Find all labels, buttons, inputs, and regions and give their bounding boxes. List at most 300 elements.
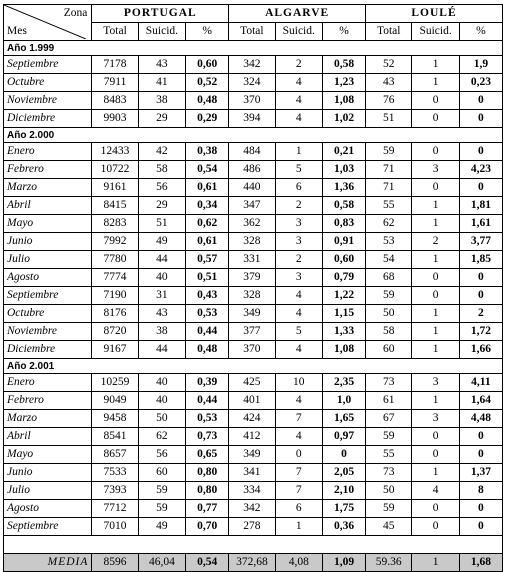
month-cell: Enero [4,374,92,392]
algarve-total-cell: 424 [229,410,275,428]
algarve-percent-cell: 1,0 [322,392,365,410]
loule-percent-cell: 0 [459,92,502,110]
loule-total-cell: 45 [366,518,412,536]
loule-total-cell: 52 [366,56,412,74]
year-group-row [4,41,503,56]
portugal-percent-cell: 0,44 [186,392,229,410]
portugal-total-cell: 9903 [92,110,138,128]
algarve-total-cell: 328 [229,287,275,305]
loule-suicid-cell: 1 [412,341,459,359]
algarve-percent-cell: 0,91 [322,233,365,251]
loule-total-cell: 53 [366,233,412,251]
col-percent: % [322,23,365,41]
algarve-suicid-cell: 1 [275,518,322,536]
portugal-total-cell: 12433 [92,143,138,161]
loule-total-cell: 55 [366,446,412,464]
algarve-suicid-cell: 7 [275,410,322,428]
portugal-total-cell: 7780 [92,251,138,269]
month-cell: Julio [4,482,92,500]
portugal-suicid-cell: 44 [138,341,185,359]
algarve-suicid-cell: 4 [275,110,322,128]
month-cell: Mayo [4,446,92,464]
table-row [4,323,503,341]
algarve-percent-cell: 2,05 [322,464,365,482]
portugal-total-cell: 8720 [92,323,138,341]
portugal-suicid-cell: 40 [138,374,185,392]
col-total: Total [92,23,138,41]
portugal-percent-cell: 0,65 [186,446,229,464]
portugal-total-cell: 9161 [92,179,138,197]
algarve-suicid-cell: 6 [275,179,322,197]
algarve-total-cell: 370 [229,92,275,110]
algarve-percent-cell: 1,36 [322,179,365,197]
portugal-total-cell: 8541 [92,428,138,446]
algarve-percent-cell: 0,97 [322,428,365,446]
table-row [4,143,503,161]
loule-suicid-cell: 1 [412,215,459,233]
loule-total-cell: 59 [366,428,412,446]
table-body [4,41,503,536]
col-total: Total [229,23,275,41]
portugal-percent-cell: 0,70 [186,518,229,536]
media-portugal-percent: 0,54 [186,554,229,572]
algarve-suicid-cell: 4 [275,392,322,410]
algarve-suicid-cell: 4 [275,341,322,359]
algarve-percent-cell: 0,58 [322,56,365,74]
loule-total-cell: 60 [366,341,412,359]
portugal-total-cell: 8657 [92,446,138,464]
loule-percent-cell: 4,23 [459,161,502,179]
table-row [4,92,503,110]
month-cell: Octubre [4,74,92,92]
algarve-suicid-cell: 3 [275,215,322,233]
portugal-total-cell: 8176 [92,305,138,323]
portugal-suicid-cell: 38 [138,92,185,110]
month-cell: Junio [4,464,92,482]
month-cell: Noviembre [4,92,92,110]
loule-suicid-cell: 1 [412,56,459,74]
loule-total-cell: 50 [366,305,412,323]
algarve-total-cell: 342 [229,56,275,74]
algarve-percent-cell: 1,08 [322,341,365,359]
portugal-suicid-cell: 56 [138,179,185,197]
algarve-percent-cell: 0 [322,446,365,464]
year-group-row [4,359,503,374]
table-row [4,56,503,74]
portugal-percent-cell: 0,54 [186,161,229,179]
month-cell: Noviembre [4,323,92,341]
portugal-percent-cell: 0,80 [186,482,229,500]
algarve-total-cell: 379 [229,269,275,287]
algarve-percent-cell: 0,79 [322,269,365,287]
portugal-suicid-cell: 50 [138,410,185,428]
table-row [4,305,503,323]
loule-total-cell: 61 [366,392,412,410]
month-cell: Febrero [4,392,92,410]
loule-total-cell: 58 [366,323,412,341]
suicide-statistics-table [3,4,503,572]
zone-header-portugal: PORTUGAL [92,5,229,23]
portugal-percent-cell: 0,73 [186,428,229,446]
table-row [4,110,503,128]
portugal-suicid-cell: 62 [138,428,185,446]
portugal-suicid-cell: 41 [138,74,185,92]
loule-total-cell: 59 [366,143,412,161]
media-algarve-total: 372,68 [229,554,275,572]
year-group-row [4,128,503,143]
portugal-suicid-cell: 49 [138,518,185,536]
portugal-suicid-cell: 42 [138,143,185,161]
zone-header-algarve: ALGARVE [229,5,366,23]
portugal-percent-cell: 0,34 [186,197,229,215]
algarve-suicid-cell: 5 [275,323,322,341]
mes-label: Mes [7,25,27,37]
algarve-total-cell: 349 [229,305,275,323]
algarve-total-cell: 394 [229,110,275,128]
month-cell: Julio [4,251,92,269]
algarve-suicid-cell: 2 [275,56,322,74]
portugal-total-cell: 7774 [92,269,138,287]
zona-label: Zona [63,7,88,19]
portugal-total-cell: 7992 [92,233,138,251]
portugal-total-cell: 9049 [92,392,138,410]
month-cell: Febrero [4,161,92,179]
col-percent: % [186,23,229,41]
loule-percent-cell: 1,61 [459,215,502,233]
algarve-suicid-cell: 4 [275,92,322,110]
portugal-suicid-cell: 40 [138,269,185,287]
algarve-percent-cell: 1,02 [322,110,365,128]
portugal-total-cell: 10722 [92,161,138,179]
month-cell: Agosto [4,500,92,518]
algarve-percent-cell: 0,21 [322,143,365,161]
spacer-row [4,536,503,554]
loule-percent-cell: 0 [459,428,502,446]
loule-suicid-cell: 0 [412,518,459,536]
portugal-total-cell: 8415 [92,197,138,215]
algarve-total-cell: 425 [229,374,275,392]
portugal-total-cell: 10259 [92,374,138,392]
table-row [4,410,503,428]
portugal-percent-cell: 0,57 [186,251,229,269]
media-loule-suicid: 1 [412,554,459,572]
month-cell: Diciembre [4,341,92,359]
col-suicid: Suicid. [275,23,322,41]
loule-total-cell: 71 [366,161,412,179]
loule-percent-cell: 0 [459,518,502,536]
loule-suicid-cell: 0 [412,269,459,287]
portugal-percent-cell: 0,48 [186,92,229,110]
table-row [4,341,503,359]
portugal-total-cell: 8483 [92,92,138,110]
year-label: Año 1.999 [4,41,503,56]
table-row [4,269,503,287]
loule-suicid-cell: 0 [412,500,459,518]
loule-suicid-cell: 0 [412,428,459,446]
col-suicid: Suicid. [412,23,459,41]
portugal-percent-cell: 0,39 [186,374,229,392]
media-loule-total: 59.36 [366,554,412,572]
table-row [4,518,503,536]
loule-percent-cell: 4,48 [459,410,502,428]
algarve-suicid-cell: 4 [275,74,322,92]
algarve-percent-cell: 1,03 [322,161,365,179]
portugal-suicid-cell: 56 [138,446,185,464]
portugal-suicid-cell: 60 [138,464,185,482]
loule-percent-cell: 4,11 [459,374,502,392]
table-row [4,428,503,446]
portugal-percent-cell: 0,80 [186,464,229,482]
col-percent: % [459,23,502,41]
loule-suicid-cell: 0 [412,179,459,197]
loule-percent-cell: 0 [459,287,502,305]
algarve-suicid-cell: 4 [275,428,322,446]
loule-total-cell: 59 [366,500,412,518]
month-cell: Junio [4,233,92,251]
algarve-suicid-cell: 4 [275,305,322,323]
loule-total-cell: 54 [366,251,412,269]
portugal-percent-cell: 0,53 [186,305,229,323]
loule-suicid-cell: 0 [412,143,459,161]
algarve-total-cell: 328 [229,233,275,251]
media-algarve-suicid: 4,08 [275,554,322,572]
table-row [4,446,503,464]
loule-total-cell: 51 [366,110,412,128]
table-row [4,392,503,410]
loule-suicid-cell: 0 [412,92,459,110]
portugal-percent-cell: 0,60 [186,56,229,74]
loule-percent-cell: 0 [459,110,502,128]
month-cell: Septiembre [4,518,92,536]
table-row [4,179,503,197]
algarve-total-cell: 377 [229,323,275,341]
portugal-suicid-cell: 31 [138,287,185,305]
loule-total-cell: 59 [366,287,412,305]
portugal-total-cell: 7712 [92,500,138,518]
algarve-percent-cell: 0,58 [322,197,365,215]
month-cell: Marzo [4,410,92,428]
algarve-percent-cell: 2,10 [322,482,365,500]
loule-suicid-cell: 1 [412,305,459,323]
col-suicid: Suicid. [138,23,185,41]
table-row [4,500,503,518]
loule-percent-cell: 0 [459,500,502,518]
algarve-suicid-cell: 2 [275,197,322,215]
table-row [4,233,503,251]
table-footer [4,536,503,572]
portugal-total-cell: 7533 [92,464,138,482]
portugal-total-cell: 9458 [92,410,138,428]
loule-total-cell: 62 [366,215,412,233]
loule-percent-cell: 3,77 [459,233,502,251]
portugal-percent-cell: 0,38 [186,143,229,161]
table-header [4,5,503,41]
month-cell: Octubre [4,305,92,323]
algarve-suicid-cell: 6 [275,500,322,518]
loule-percent-cell: 1,9 [459,56,502,74]
algarve-suicid-cell: 7 [275,464,322,482]
media-portugal-suicid: 46,04 [138,554,185,572]
loule-percent-cell: 1,81 [459,197,502,215]
portugal-suicid-cell: 51 [138,215,185,233]
portugal-total-cell: 7911 [92,74,138,92]
header-corner-cell [4,5,92,41]
algarve-suicid-cell: 1 [275,143,322,161]
loule-percent-cell: 0 [459,269,502,287]
portugal-suicid-cell: 44 [138,251,185,269]
algarve-total-cell: 334 [229,482,275,500]
algarve-total-cell: 484 [229,143,275,161]
loule-total-cell: 67 [366,410,412,428]
month-cell: Abril [4,197,92,215]
portugal-percent-cell: 0,43 [186,287,229,305]
loule-percent-cell: 1,72 [459,323,502,341]
portugal-suicid-cell: 59 [138,500,185,518]
month-cell: Mayo [4,215,92,233]
portugal-suicid-cell: 43 [138,305,185,323]
loule-suicid-cell: 3 [412,161,459,179]
portugal-suicid-cell: 58 [138,161,185,179]
media-row [4,554,503,572]
loule-total-cell: 43 [366,74,412,92]
portugal-percent-cell: 0,48 [186,341,229,359]
algarve-suicid-cell: 3 [275,233,322,251]
algarve-percent-cell: 1,15 [322,305,365,323]
loule-total-cell: 76 [366,92,412,110]
loule-total-cell: 50 [366,482,412,500]
portugal-percent-cell: 0,61 [186,233,229,251]
table-row [4,74,503,92]
month-cell: Marzo [4,179,92,197]
algarve-suicid-cell: 10 [275,374,322,392]
loule-percent-cell: 1,64 [459,392,502,410]
loule-total-cell: 55 [366,197,412,215]
loule-suicid-cell: 1 [412,464,459,482]
algarve-total-cell: 341 [229,464,275,482]
portugal-percent-cell: 0,77 [186,500,229,518]
portugal-percent-cell: 0,44 [186,323,229,341]
loule-suicid-cell: 4 [412,482,459,500]
algarve-percent-cell: 1,23 [322,74,365,92]
loule-total-cell: 73 [366,374,412,392]
loule-suicid-cell: 1 [412,392,459,410]
portugal-suicid-cell: 40 [138,392,185,410]
algarve-total-cell: 324 [229,74,275,92]
loule-percent-cell: 0 [459,446,502,464]
portugal-percent-cell: 0,61 [186,179,229,197]
loule-percent-cell: 1,85 [459,251,502,269]
table-row [4,215,503,233]
loule-percent-cell: 0,23 [459,74,502,92]
portugal-total-cell: 9167 [92,341,138,359]
portugal-total-cell: 7178 [92,56,138,74]
loule-suicid-cell: 1 [412,251,459,269]
portugal-suicid-cell: 29 [138,197,185,215]
loule-percent-cell: 8 [459,482,502,500]
table-row [4,464,503,482]
loule-suicid-cell: 0 [412,110,459,128]
algarve-total-cell: 278 [229,518,275,536]
portugal-suicid-cell: 29 [138,110,185,128]
loule-suicid-cell: 1 [412,74,459,92]
algarve-percent-cell: 1,22 [322,287,365,305]
loule-suicid-cell: 2 [412,233,459,251]
algarve-percent-cell: 1,33 [322,323,365,341]
month-cell: Septiembre [4,56,92,74]
algarve-percent-cell: 1,08 [322,92,365,110]
loule-percent-cell: 1,66 [459,341,502,359]
month-cell: Agosto [4,269,92,287]
portugal-percent-cell: 0,53 [186,410,229,428]
col-total: Total [366,23,412,41]
portugal-total-cell: 8283 [92,215,138,233]
algarve-suicid-cell: 4 [275,287,322,305]
loule-total-cell: 68 [366,269,412,287]
portugal-suicid-cell: 49 [138,233,185,251]
algarve-total-cell: 347 [229,197,275,215]
algarve-percent-cell: 1,65 [322,410,365,428]
algarve-suicid-cell: 5 [275,161,322,179]
table-row [4,197,503,215]
portugal-percent-cell: 0,62 [186,215,229,233]
table-row [4,161,503,179]
algarve-percent-cell: 2,35 [322,374,365,392]
zone-header-loule: LOULÉ [366,5,503,23]
year-label: Año 2.001 [4,359,503,374]
media-portugal-total: 8596 [92,554,138,572]
algarve-total-cell: 412 [229,428,275,446]
portugal-suicid-cell: 38 [138,323,185,341]
table-row [4,287,503,305]
month-cell: Diciembre [4,110,92,128]
loule-percent-cell: 2 [459,305,502,323]
month-cell: Septiembre [4,287,92,305]
algarve-percent-cell: 0,36 [322,518,365,536]
table-row [4,482,503,500]
portugal-total-cell: 7190 [92,287,138,305]
media-label: MEDIA [4,554,92,572]
portugal-percent-cell: 0,51 [186,269,229,287]
algarve-total-cell: 349 [229,446,275,464]
algarve-suicid-cell: 2 [275,251,322,269]
portugal-total-cell: 7393 [92,482,138,500]
portugal-total-cell: 7010 [92,518,138,536]
algarve-total-cell: 440 [229,179,275,197]
month-cell: Enero [4,143,92,161]
table-row [4,251,503,269]
loule-percent-cell: 0 [459,143,502,161]
algarve-total-cell: 401 [229,392,275,410]
algarve-suicid-cell: 0 [275,446,322,464]
algarve-suicid-cell: 3 [275,269,322,287]
algarve-total-cell: 342 [229,500,275,518]
loule-suicid-cell: 1 [412,323,459,341]
algarve-total-cell: 362 [229,215,275,233]
loule-total-cell: 73 [366,464,412,482]
month-cell: Abril [4,428,92,446]
algarve-percent-cell: 0,60 [322,251,365,269]
portugal-suicid-cell: 59 [138,482,185,500]
algarve-total-cell: 331 [229,251,275,269]
portugal-percent-cell: 0,29 [186,110,229,128]
table-row [4,374,503,392]
algarve-percent-cell: 1,75 [322,500,365,518]
year-label: Año 2.000 [4,128,503,143]
algarve-total-cell: 370 [229,341,275,359]
loule-percent-cell: 1,37 [459,464,502,482]
portugal-suicid-cell: 43 [138,56,185,74]
algarve-total-cell: 486 [229,161,275,179]
